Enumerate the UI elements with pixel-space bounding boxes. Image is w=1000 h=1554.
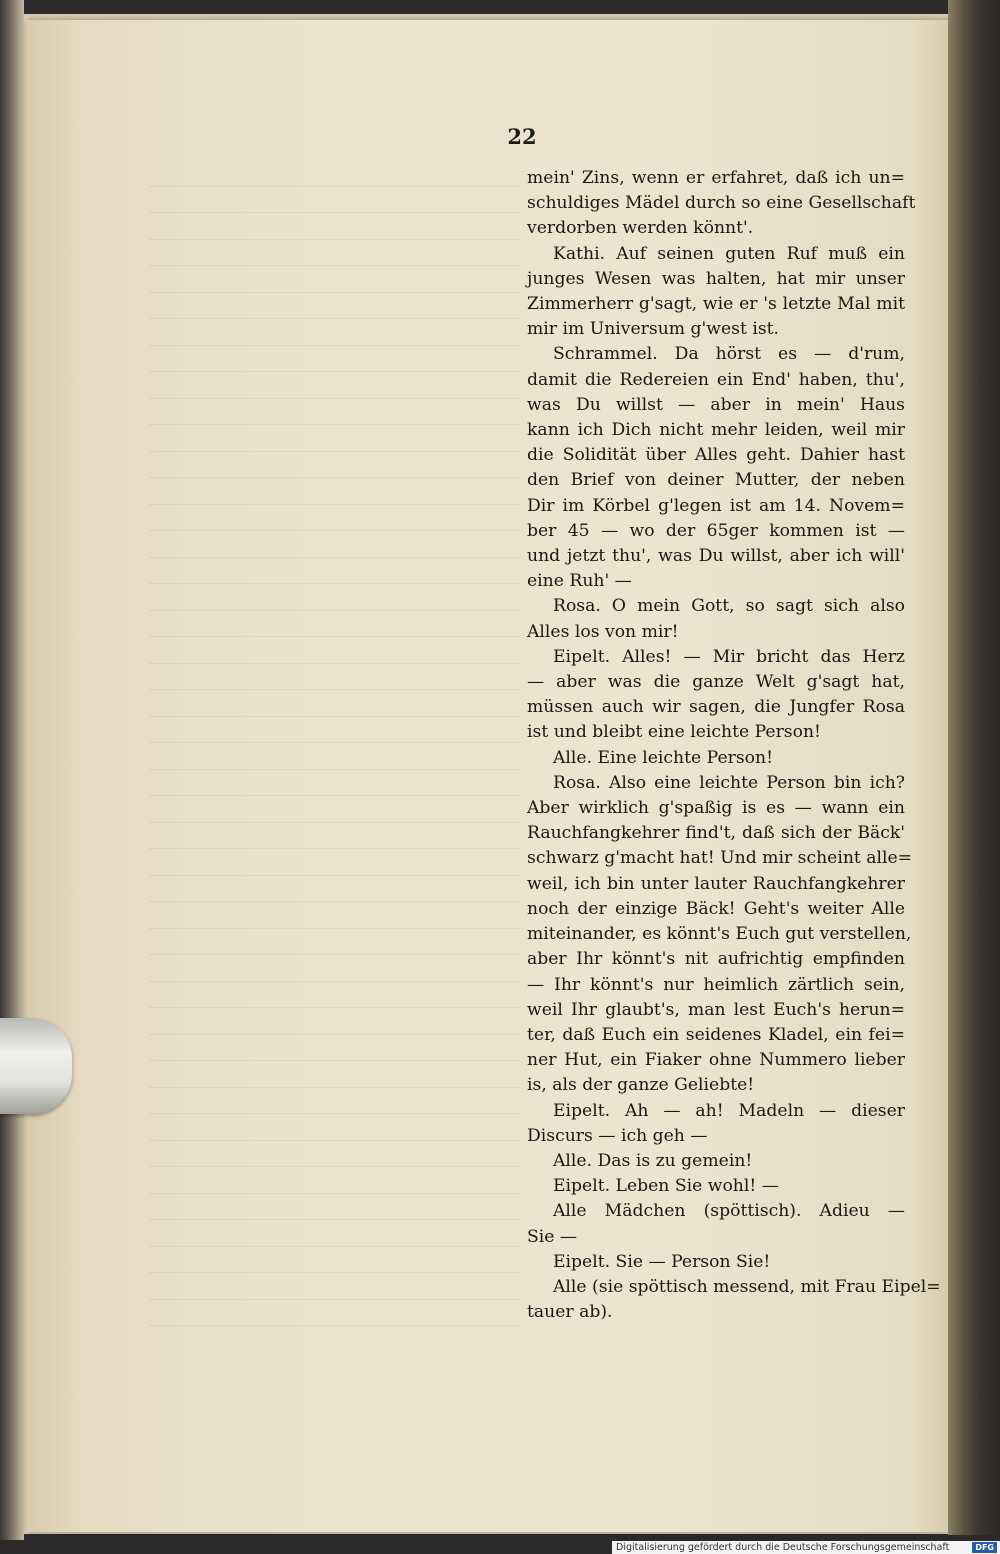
text-line: miteinander, es könnt's Euch gut verstellen, [527, 924, 912, 945]
show-through-line [150, 796, 520, 823]
show-through-line [150, 770, 520, 797]
text-line: junges Wesen was halten, hat mir unser [527, 268, 905, 289]
text-line: — Ihr könnt's nur heimlich zärtlich sein, [527, 974, 905, 995]
text-line: ber 45 — wo der 65ger kommen ist — [527, 520, 905, 541]
text-line: ner Hut, ein Fiaker ohne Nummero lieber [527, 1050, 905, 1071]
text-line: den Brief von deiner Mutter, der neben [527, 470, 905, 491]
show-through-line [150, 1326, 520, 1350]
show-through-line [150, 1220, 520, 1247]
text-line: — aber was die ganze Welt g'sagt hat, [527, 672, 905, 693]
show-through-line [150, 955, 520, 982]
text-line: Eipelt. Ah — ah! Madeln — dieser [553, 1100, 905, 1121]
show-through-line [150, 266, 520, 293]
show-through-line [150, 187, 520, 214]
text-line: Eipelt. Alles! — Mir bricht das Herz [553, 646, 905, 667]
text-line: aber Ihr könnt's nit aufrichtig empfinden [527, 949, 905, 970]
text-line: weil Ihr glaubt's, man lest Euch's herun= [527, 999, 905, 1020]
show-through-line [150, 717, 520, 744]
show-through-text [150, 160, 520, 1350]
show-through-line [150, 1167, 520, 1194]
show-through-line [150, 346, 520, 373]
show-through-line [150, 1273, 520, 1300]
text-line: eine Ruh' — [527, 571, 632, 592]
text-line: Rosa. Also eine leichte Person bin ich? [553, 772, 905, 793]
text-line: Rauchfangkehrer find't, daß sich der Bäck' [527, 823, 905, 844]
text-line: is, als der ganze Geliebte! [527, 1075, 755, 1096]
show-through-line [150, 1300, 520, 1327]
funding-footer [612, 1541, 1000, 1554]
text-line: ist und bleibt eine leichte Person! [527, 722, 821, 743]
show-through-line [150, 611, 520, 638]
text-line: Eipelt. Sie — Person Sie! [553, 1251, 771, 1272]
show-through-line [150, 213, 520, 240]
text-line: mein' Zins, wenn er erfahret, daß ich un= [527, 168, 905, 188]
show-through-line [150, 1088, 520, 1115]
show-through-line [150, 584, 520, 611]
text-line: mir im Universum g'west ist. [527, 319, 780, 340]
show-through-line [150, 1194, 520, 1221]
text-line: und jetzt thu', was Du willst, aber ich will' [527, 546, 905, 567]
text-line: noch der einzige Bäck! Geht's weiter Alle [527, 898, 905, 919]
show-through-line [150, 505, 520, 532]
show-through-line [150, 690, 520, 717]
show-through-line [150, 664, 520, 691]
show-through-line [150, 1141, 520, 1168]
show-through-line [150, 1247, 520, 1274]
text-line: tauer ab). [527, 1302, 613, 1323]
show-through-line [150, 425, 520, 452]
show-through-line [150, 372, 520, 399]
show-through-line [150, 399, 520, 426]
show-through-line [150, 293, 520, 320]
text-line: Dir im Körbel g'legen ist am 14. Novem= [527, 495, 905, 516]
text-line: Kathi. Auf seinen guten Ruf muß ein [553, 243, 905, 264]
text-line: schuldiges Mädel durch so eine Gesellschaft [527, 193, 916, 214]
text-line: schwarz g'macht hat! Und mir scheint alle= [527, 848, 913, 869]
show-through-line [150, 849, 520, 876]
text-line: Discurs — ich geh — [527, 1125, 708, 1146]
page-clip [0, 1018, 72, 1114]
page-number: 22 [507, 124, 537, 149]
text-line: Schrammel. Da hörst es — d'rum, [553, 344, 905, 365]
text-line: müssen auch wir sagen, die Jungfer Rosa [527, 697, 905, 718]
show-through-line [150, 240, 520, 267]
text-line: was Du willst — aber in mein' Haus [527, 394, 905, 415]
show-through-line [150, 637, 520, 664]
text-line: Alle (sie spöttisch messend, mit Frau Eipel= [553, 1276, 941, 1297]
show-through-line [150, 531, 520, 558]
text-line: Alle. Das is zu gemein! [553, 1150, 753, 1171]
show-through-line [150, 929, 520, 956]
show-through-line [150, 160, 520, 187]
show-through-line [150, 982, 520, 1009]
show-through-line [150, 1035, 520, 1062]
text-column [527, 166, 941, 1325]
show-through-line [150, 1008, 520, 1035]
show-through-line [150, 478, 520, 505]
text-line: Alle. Eine leichte Person! [553, 747, 773, 768]
footer-text: Digitalisierung gefördert durch die Deutsche Forschungsgemeinschaft [616, 1542, 950, 1553]
show-through-line [150, 876, 520, 903]
show-through-line [150, 452, 520, 479]
text-line: Zimmerherr g'sagt, wie er 's letzte Mal mit [527, 294, 905, 315]
dfg-logo: DFG [972, 1542, 997, 1553]
text-line: kann ich Dich nicht mehr leiden, weil mir [527, 420, 905, 441]
book-right-edge [948, 0, 1000, 1535]
show-through-line [150, 743, 520, 770]
text-line: damit die Redereien ein End' haben, thu', [527, 369, 905, 390]
text-line: Sie — [527, 1226, 578, 1247]
text-line: Alles los von mir! [527, 621, 679, 642]
text-line: die Solidität über Alles geht. Dahier hast [527, 445, 905, 466]
show-through-line [150, 319, 520, 346]
show-through-line [150, 1114, 520, 1141]
text-line: verdorben werden könnt'. [527, 218, 754, 239]
text-line: Eipelt. Leben Sie wohl! — [553, 1176, 779, 1197]
text-line: Alle Mädchen (spöttisch). Adieu — [553, 1201, 905, 1222]
text-line: weil, ich bin unter lauter Rauchfangkehrer [527, 873, 905, 894]
book-left-edge [0, 0, 24, 1540]
text-line: Aber wirklich g'spaßig is es — wann ein [527, 798, 905, 819]
text-line: Rosa. O mein Gott, so sagt sich also [553, 596, 905, 617]
show-through-line [150, 902, 520, 929]
show-through-line [150, 1061, 520, 1088]
show-through-line [150, 823, 520, 850]
text-line: ter, daß Euch ein seidenes Kladel, ein fei= [527, 1024, 905, 1045]
show-through-line [150, 558, 520, 585]
